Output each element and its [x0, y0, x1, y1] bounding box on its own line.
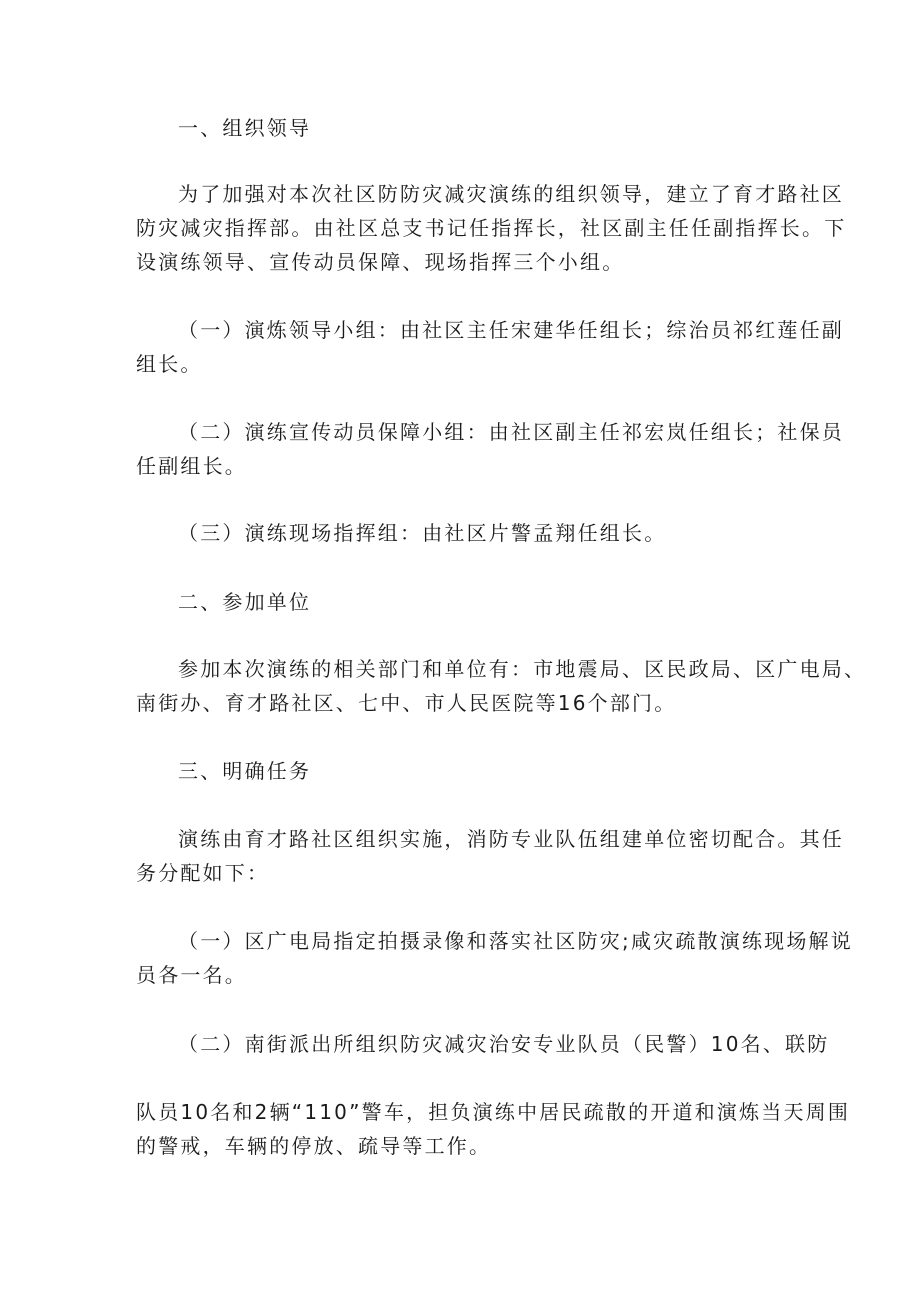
paragraph-line: 设演练领导、宣传动员保障、现场指挥三个小组。 [136, 250, 625, 274]
section-heading-tasks: 三、明确任务 [178, 759, 312, 783]
list-item-line: （二）南街派出所组织防灾减灾治安专业队员（民警）10名、联防 [178, 1032, 830, 1056]
list-item-line: 的警戒，车辆的停放、疏导等工作。 [136, 1134, 492, 1158]
paragraph-line: 演练由育才路社区组织实施，消防专业队伍组建单位密切配合。其任 [178, 827, 844, 851]
paragraph-line: 防灾减灾指挥部。由社区总支书记任指挥长，社区副主任任副指挥长。下 [136, 216, 847, 240]
list-item-line: （一）演炼领导小组：由社区主任宋建华任组长；综治员祁红莲任副 [178, 318, 844, 342]
paragraph-line: 参加本次演练的相关部门和单位有：市地震局、区民政局、区广电局、 [178, 657, 867, 681]
list-item-line: （一）区广电局指定拍摄录像和落实社区防灾;咸灾疏散演练现场解说 [178, 929, 853, 953]
list-item-line: （二）演练宣传动员保障小组：由社区副主任祁宏岚任组长；社保员 [178, 420, 844, 444]
list-item-line: 组长。 [136, 352, 203, 376]
paragraph-line: 南街办、育才路社区、七中、市人民医院等16个部门。 [136, 691, 677, 715]
section-heading-participants: 二、参加单位 [178, 590, 312, 614]
paragraph-line: 务分配如下： [136, 861, 270, 885]
list-item-line: 队员10名和2辆“110”警车，担负演练中居民疏散的开道和演炼当天周围 [136, 1100, 851, 1124]
section-heading-organization: 一、组织领导 [178, 116, 312, 140]
list-item-line: 员各一名。 [136, 963, 247, 987]
paragraph-line: 为了加强对本次社区防防灾减灾演练的组织领导，建立了育才路社区 [178, 182, 844, 206]
list-item-line: 任副组长。 [136, 454, 247, 478]
list-item-line: （三）演练现场指挥组：由社区片警孟翔任组长。 [178, 521, 667, 545]
